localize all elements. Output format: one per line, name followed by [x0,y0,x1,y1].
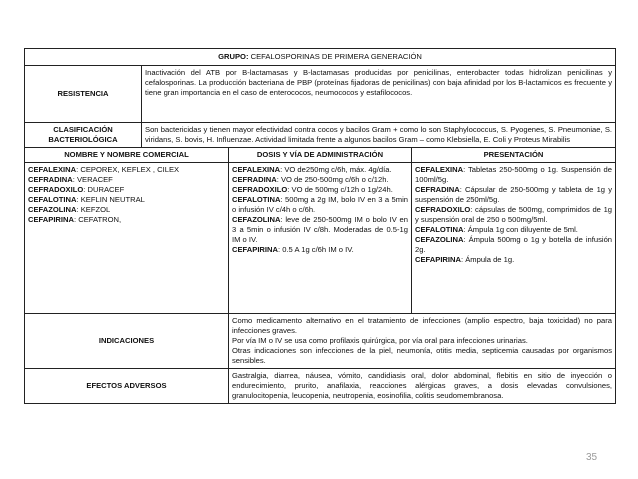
adverse-effects-row [25,369,616,404]
presentacion-item: CEFRADOXILO: cápsulas de 500mg, comprimidos de 1g y suspensión oral de 250 o 500mg/5ml. [415,205,613,225]
nombre-item: CEFALOTINA: KEFLIN NEUTRAL [28,195,145,205]
nombre-item: CEFRADOXILO: DURACEF [28,185,125,195]
indications-text [229,314,616,369]
dosis-item: CEFALOTINA: 500mg a 2g IM, bolo IV en 3 a 5min o infusión IV c/4h o c/6h. [232,195,408,215]
adverse-effects-label: EFECTOS ADVERSOS [25,369,229,404]
indications-row [25,314,616,369]
dosis-item: CEFRADOXILO: VO de 500mg c/12h o 1g/24h. [232,185,393,195]
presentacion-item: CEFAZOLINA: Ámpula 500mg o 1g y botella de infusión 2g. [415,235,613,255]
indication-line: Otras indicaciones son infecciones de la piel, neumonía, otitis media, septicemia causadas por organismos sensibles. [232,346,613,366]
nombre-item: CEFAZOLINA: KEFZOL [28,205,111,215]
header-nombre: NOMBRE Y NOMBRE COMERCIAL [25,148,229,163]
group-title [25,49,616,66]
dosis-item: CEFAZOLINA: leve de 250-500mg IM o bolo IV en 3 a 5min o infusión IV c/8h. Moderadas de 0.5-1g IM o IV. [232,215,408,245]
page-number: 35 [586,452,598,463]
presentacion-item: CEFAPIRINA: Ámpula de 1g. [415,255,515,265]
presentacion-item: CEFALOTINA: Ámpula 1g con diluyente de 5ml. [415,225,578,235]
group-name: CEFALOSPORINAS DE PRIMERA GENERACIÓN [250,52,422,61]
classification-label [25,123,142,148]
indication-line: Como medicamento alternativo en el tratamiento de infecciones (amplio espectro, baja toxicidad) no para infecciones graves. [232,316,613,336]
resistance-row [25,66,616,123]
resistance-text: Inactivación del ATB por B-lactamasas y B-lactamasas producidas por penicilinas, enterobacter todas hidrolizan penicilinas y cefalosporinas. La producción bacteriana de PBP (proteínas fijadoras de penicilinas) con baja afinidad por los B-lactamicos es frecuente y tiene gran importancia en el caso de enterococos, neumococos y estafilococos. [142,66,616,123]
classification-text: Son bactericidas y tienen mayor efectividad contra cocos y bacilos Gram + como lo son Staphylococcus, S. Pyogenes, S. Pneumoniae, S. viridans, S. bovis, H. Influenzae. Actividad limitada frente a algunos bacilos Gram – como Klebsiella, E. Coli y Proteus Mirabilis [142,123,616,148]
presentacion-cell [412,163,616,314]
nombres-cell [25,163,229,314]
dosis-item: CEFAPIRINA: 0.5 A 1g c/6h IM o IV. [232,245,354,255]
header-presentacion: PRESENTACIÓN [412,148,616,163]
nombre-item: CEFRADINA: VERACEF [28,175,113,185]
indication-line: Por vía IM o IV se usa como profilaxis quirúrgica, por vía oral para infecciones urinarias. [232,336,528,346]
column-header-row [25,148,616,163]
group-label: GRUPO: [218,52,249,61]
drug-details-row [25,163,616,314]
drug-info-table [24,48,616,404]
title-row [25,49,616,66]
nombre-item: CEFAPIRINA: CEFATRON, [28,215,122,225]
dosis-item: CEFRADINA: VO de 250-500mg c/6h o c/12h. [232,175,389,185]
classification-row [25,123,616,148]
presentacion-item: CEFRADINA: Cápsular de 250-500mg y tableta de 1g y suspensión de 250ml/5g. [415,185,613,205]
classification-label-line1: CLASIFICACIÓN [53,125,113,135]
presentacion-item: CEFALEXINA: Tabletas 250-500mg o 1g. Suspensión de 100ml/5g. [415,165,613,185]
indications-label: INDICACIONES [25,314,229,369]
dosis-cell [229,163,412,314]
adverse-effects-text: Gastralgia, diarrea, náusea, vómito, candidiasis oral, dolor abdominal, flebitis en sitio de inyección o endurecimiento, prurito, anafilaxia, reacciones alérgicas graves, a dosis elevadas convulsiones, granulocitopenia, leucopenia, neutropenia, eosinofilia, colitis seudomembranosa. [229,369,616,404]
header-dosis: DOSIS Y VÍA DE ADMINISTRACIÓN [229,148,412,163]
classification-label-line2: BACTERIOLÓGICA [48,135,118,145]
document-page [24,48,615,404]
nombre-item: CEFALEXINA: CEPOREX, KEFLEX , CILEX [28,165,180,175]
dosis-item: CEFALEXINA: VO de250mg c/6h, máx. 4g/día. [232,165,392,175]
resistance-label: RESISTENCIA [25,66,142,123]
